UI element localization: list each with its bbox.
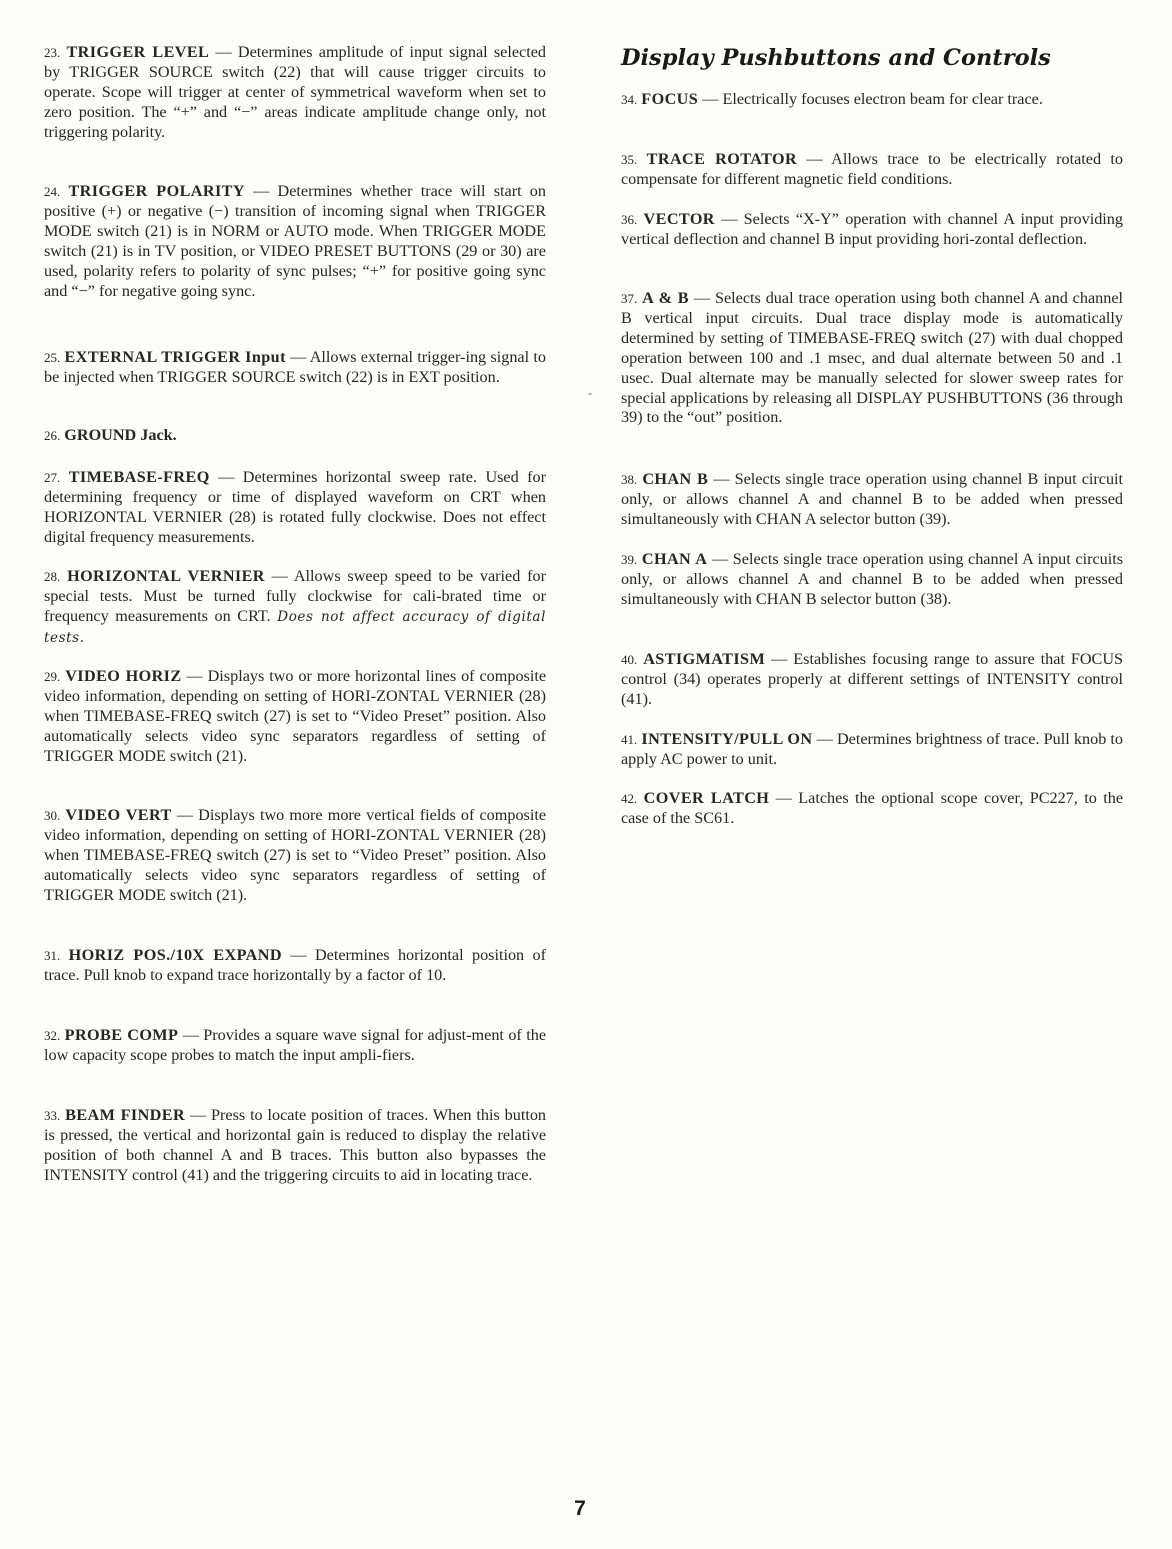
entry-text: — Determines amplitude of input signal selected by TRIGGER SOURCE switch (22) that will cause trigger circuits to operate. Scope will trigger at center of symmetrical waveform when set to zero position. The “+” and “−” areas indicate amplitude change only, not triggering polarity. [44, 43, 546, 141]
entry-trigger-level [44, 43, 546, 143]
section-title: Display Pushbuttons and Controls [621, 45, 1051, 71]
entry-chan-a [621, 550, 1123, 610]
entry-number: 30. [44, 808, 61, 823]
entry-a-and-b [621, 289, 1123, 428]
entry-term: HORIZONTAL VERNIER [67, 567, 265, 585]
entry-external-trigger [44, 348, 546, 388]
entry-number: 42. [621, 791, 638, 806]
entry-term: FOCUS [641, 90, 699, 108]
entry-number: 28. [44, 569, 61, 584]
entry-text: — Selects dual trace operation using both channel A and channel B vertical input circuits. Dual trace display mode is automatically determined by setting of TIMEBASE-FREQ switch (27) with dual chopped operation between 100 and .1 msec, and dual alternate between 50 and .1 usec. Dual alternate may be manually selected for slower sweep rates for special applications by releasing all DISPLAY PUSHBUTTONS (36 through 39) to the “out” position. [621, 289, 1124, 427]
entry-number: 39. [621, 552, 638, 567]
entry-timebase-freq [44, 468, 546, 548]
entry-term: BEAM FINDER [65, 1106, 186, 1124]
entry-term: VECTOR [643, 210, 715, 228]
entry-text: — Press to locate position of traces. When this button is pressed, the vertical and horizontal gain is reduced to display the relative position of both channel A and B traces. This button also bypasses the INTENSITY control (41) and the triggering circuits to aid in locating trace. [44, 1106, 547, 1184]
entry-text: — Determines horizontal sweep rate. Used for determining frequency or time of displayed waveform on CRT when HORIZONTAL VERNIER (28) is rotated fully clockwise. Does not effect digital frequency measurements. [44, 468, 547, 546]
entry-term: INTENSITY/PULL ON [641, 730, 813, 748]
page-number: 7 [574, 1497, 586, 1520]
entry-text: — Latches the optional scope cover, PC227, to the case of the SC61. [621, 789, 1123, 827]
entry-number: 40. [621, 652, 638, 667]
entry-number: 25. [44, 350, 61, 365]
entry-number: 27. [44, 470, 61, 485]
entry-text: — Allows external trigger-ing signal to be injected when TRIGGER SOURCE switch (22) is in EXT position. [44, 348, 546, 386]
entry-term: ASTIGMATISM [643, 650, 766, 668]
entry-probe-comp [44, 1026, 546, 1066]
entry-term: CHAN A [641, 550, 708, 568]
entry-text: — Determines horizontal position of trace. Pull knob to expand trace horizontally by a factor of 10. [44, 946, 547, 984]
entry-term: COVER LATCH [643, 789, 770, 807]
entry-term: VIDEO HORIZ [65, 667, 182, 685]
entry-term: TIMEBASE-FREQ [68, 468, 210, 486]
entry-number: 31. [44, 948, 61, 963]
entry-number: 26. [44, 428, 61, 443]
entry-number: 32. [44, 1028, 61, 1043]
entry-text: — Establishes focusing range to assure that FOCUS control (34) operates properly at different settings of INTENSITY control (41). [621, 650, 1124, 708]
entry-intensity-pull-on [621, 730, 1123, 770]
entry-focus [621, 90, 1123, 110]
entry-trace-rotator [621, 150, 1123, 190]
entry-text: — Displays two more more vertical fields of composite video information, depending on setting of HORI-ZONTAL VERNIER (28) when TIMEBASE-FREQ switch (27) is set to “Video Preset” position. Also automatically selects video sync separators regardless of setting of TRIGGER MODE switch (21). [44, 806, 547, 904]
entry-number: 41. [621, 732, 638, 747]
entry-term: VIDEO VERT [65, 806, 172, 824]
entry-text: — Determines whether trace will start on positive (+) or negative (−) transition of incoming signal when TRIGGER MODE switch (21) is in NORM or AUTO mode. When TRIGGER MODE switch (21) is in TV position, or VIDEO PRESET BUTTONS (29 or 30) are used, polarity refers to polarity of sync pulses; “+” for positive going sync and “−” for negative going sync. [44, 182, 546, 300]
entry-term: TRIGGER POLARITY [68, 182, 245, 200]
entry-astigmatism [621, 650, 1123, 710]
entry-text: — Selects single trace operation using channel A input circuits only, or allows channel A and channel B to be added when pressed simultaneously with CHAN B selector button (38). [621, 550, 1124, 608]
entry-text: — Selects “X-Y” operation with channel A input providing vertical deflection and channel B input providing hori-zontal deflection. [621, 210, 1123, 248]
entry-text: — Selects single trace operation using channel B input circuit only, or allows channel A and channel B to be added when pressed simultaneously with CHAN A selector button (39). [621, 470, 1124, 528]
entry-trigger-polarity [44, 182, 546, 301]
entry-text: — Allows trace to be electrically rotated to compensate for different magnetic field conditions. [621, 150, 1124, 188]
entry-number: 37. [621, 291, 638, 306]
entry-horiz-pos-expand [44, 946, 546, 986]
entry-number: 29. [44, 669, 61, 684]
entry-number: 38. [621, 472, 638, 487]
entry-term: TRACE ROTATOR [646, 150, 798, 168]
entry-text: — Provides a square wave signal for adjust-ment of the low capacity scope probes to match the input ampli-fiers. [44, 1026, 546, 1064]
entry-term: EXTERNAL TRIGGER Input [64, 348, 286, 366]
entry-horizontal-vernier [44, 567, 546, 649]
entry-term: HORIZ POS./10X EXPAND [68, 946, 282, 964]
entry-text: — Determines brightness of trace. Pull knob to apply AC power to unit. [621, 730, 1124, 768]
stray-mark: - [588, 386, 592, 400]
entry-video-horiz [44, 667, 546, 767]
entry-vector [621, 210, 1123, 250]
entry-number: 36. [621, 212, 638, 227]
entry-text: — Allows sweep speed to be varied for special tests. Must be turned fully clockwise for cali-brated time or frequency measurements on CRT. [44, 567, 547, 625]
entry-text: — Displays two or more horizontal lines of composite video information, depending on setting of HORI-ZONTAL VERNIER (28) when TIMEBASE-FREQ switch (27) is set to “Video Preset” position. Also automatically selects video sync separators regardless of setting of TRIGGER MODE switch (21). [44, 667, 547, 765]
entry-number: 23. [44, 45, 61, 60]
entry-term: A & B [642, 289, 689, 307]
entry-term: GROUND Jack. [64, 426, 177, 444]
entry-term: PROBE COMP [64, 1026, 179, 1044]
entry-video-vert [44, 806, 546, 906]
entry-chan-b [621, 470, 1123, 530]
entry-number: 34. [621, 92, 638, 107]
entry-term: CHAN B [642, 470, 709, 488]
entry-ground-jack [44, 426, 546, 446]
entry-number: 35. [621, 152, 638, 167]
entry-number: 24. [44, 184, 61, 199]
entry-beam-finder [44, 1106, 546, 1186]
entry-text: — Electrically focuses electron beam for clear trace. [702, 90, 1043, 108]
entry-italic-note: Does not affect accuracy of digital tests. [44, 608, 547, 646]
entry-term: TRIGGER LEVEL [66, 43, 210, 61]
entry-cover-latch [621, 789, 1123, 829]
entry-number: 33. [44, 1108, 61, 1123]
